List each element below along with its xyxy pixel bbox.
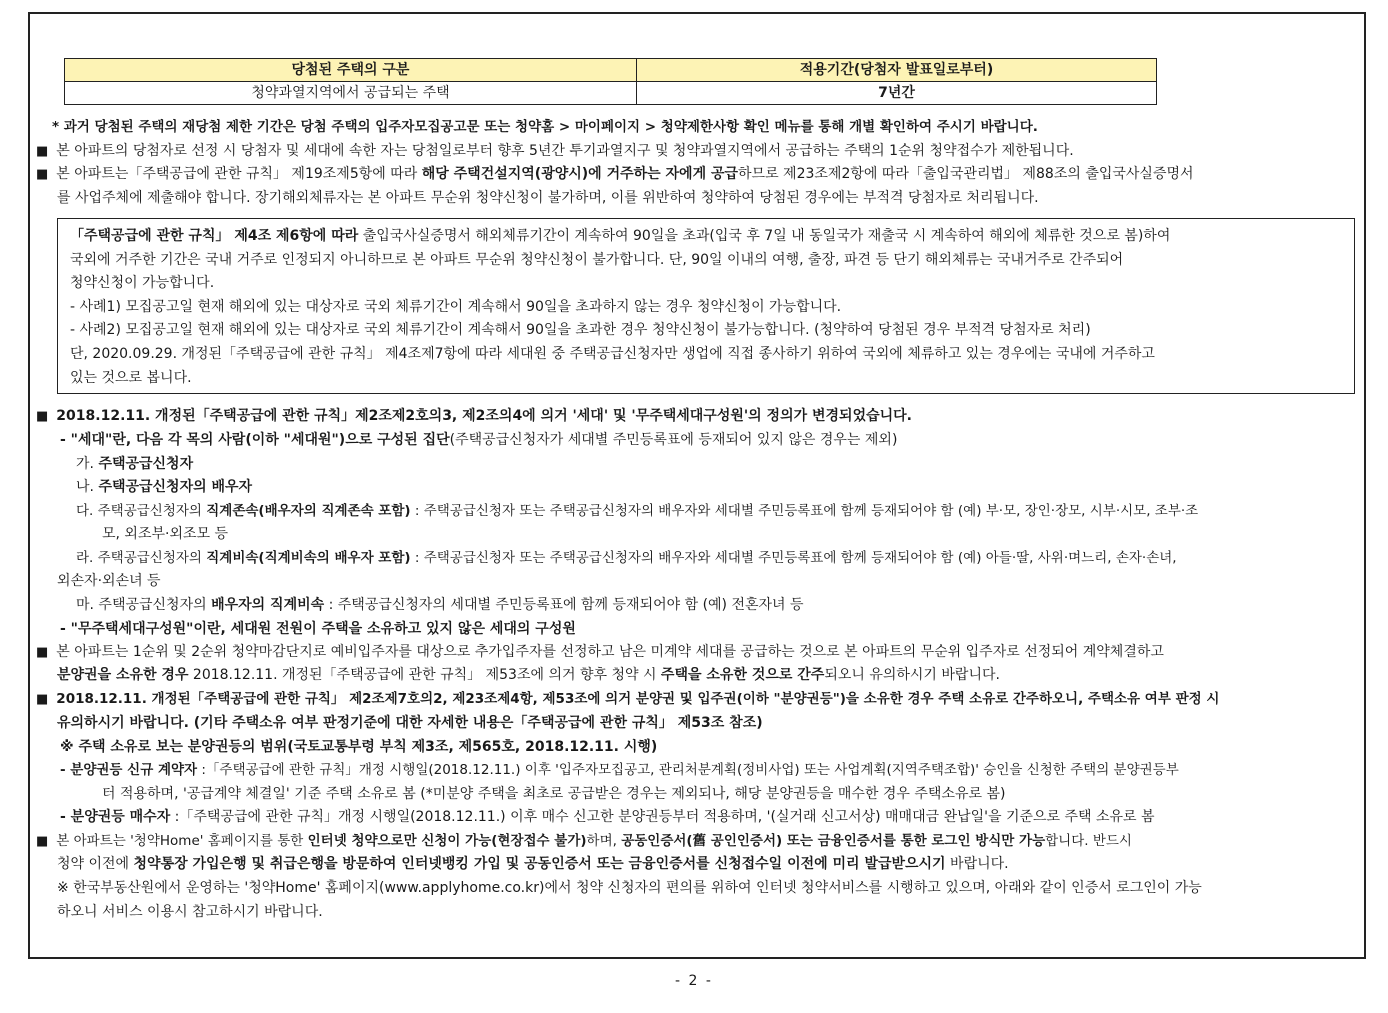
reselection-note: * 과거 당첨된 주택의 재당첨 제한 기간은 당첨 주택의 입주자모집공고문 또는 청약홈 > 마이페이지 > 청약제한사항 확인 메뉴를 통해 개별 확인하여 주시기 바랍니다. <box>52 119 1038 135</box>
page-number: - 2 - <box>675 973 713 989</box>
rights-mid: 2018.12.11. 개정된「주택공급에 관한 규칙」 제53조에 의거 향후 청약 시 <box>188 667 661 683</box>
online-line1 <box>36 831 1132 852</box>
household-item-ra-cont: 외손자·외손녀 등 <box>57 573 161 589</box>
item-rest: : 주택공급신청자 또는 주택공급신청자의 배우자와 세대별 주민등록표에 함께 등재되어야 함 (예) 아들·딸, 사위·며느리, 손자·손녀, <box>410 550 1177 566</box>
household-def-rest: (주택공급신청자가 세대별 주민등록표에 등재되어 있지 않은 경우는 제외) <box>449 432 898 448</box>
bullet-square-icon: ■ <box>36 645 49 660</box>
table-cell-period: 7년간 <box>637 82 1157 105</box>
online-line2 <box>57 854 1009 874</box>
household-item-ga <box>76 454 193 474</box>
box-case1: - 사례1) 모집공고일 현재 해외에 있는 대상자로 국외 체류기간이 계속해서 90일을 초과하지 않는 경우 청약신청이 가능합니다. <box>70 299 842 315</box>
box-line7: 있는 것으로 봅니다. <box>70 370 192 386</box>
household-item-da <box>76 501 1198 521</box>
online-l2-a: 청약 이전에 <box>57 856 134 872</box>
first-rank-limit-note <box>36 141 1074 162</box>
household-item-ra <box>76 548 1177 568</box>
box-line6: 단, 2020.09.29. 개정된「주택공급에 관한 규칙」 제4조제7항에 따라 세대원 중 주택공급신청자만 생업에 직접 종사하기 위하여 국외에 체류하고 있는 경우에는 국내에 거주하고 <box>70 346 1155 362</box>
new-contractor-text: :「주택공급에 관한 규칙」개정 시행일(2018.12.11.) 이후 '입주자모집공고, 관리처분계획(정비사업) 또는 사업계획(지역주택조합)' 승인을 신청한 주택의 분양권등부 <box>197 762 1179 778</box>
bullet-square-icon: ■ <box>36 167 49 182</box>
item-prefix: 마. 주택공급신청자의 <box>76 597 212 613</box>
residence-text-bold: 해당 주택건설지역(광양시)에 거주하는 자에게 공급 <box>421 166 739 182</box>
household-title-text: 2018.12.11. 개정된「주택공급에 관한 규칙」제2조제2호의3, 제2조의4에 의거 '세대' 및 '무주택세대구성원'의 정의가 변경되었습니다. <box>56 408 912 424</box>
residence-text-c: 하므로 제23조제2항에 따라「출입국관리법」 제88조의 출입국사실증명서 <box>738 166 1194 182</box>
online-a: 본 아파트는 '청약Home' 홈페이지를 통한 <box>56 833 308 849</box>
box-line1 <box>70 226 1170 246</box>
bullet-square-icon: ■ <box>36 834 49 849</box>
online-e: 합니다. 반드시 <box>1045 833 1132 849</box>
table-header-row <box>65 59 1157 82</box>
new-contractor-label: - 분양권등 신규 계약자 <box>60 762 198 778</box>
box-line3: 청약신청이 가능합니다. <box>70 275 215 291</box>
item-text: 주택공급신청자의 배우자 <box>98 479 253 495</box>
rights-line3 <box>36 689 1219 710</box>
rights-line2 <box>57 665 1000 685</box>
online-line3: ※ 한국부동산원에서 운영하는 '청약Home' 홈페이지(www.applyhome.co.kr)에서 청약 신청자의 편의를 위하여 인터넷 청약서비스를 시행하고 있으며, 아래와 같이 인증서 로그인이 가능 <box>57 880 1202 896</box>
table-header-category: 당첨된 주택의 구분 <box>65 59 637 82</box>
item-text: 주택공급신청자 <box>98 456 194 472</box>
household-def-bold: - "세대"란, 다음 각 목의 사람(이하 "세대원")으로 구성된 집단 <box>60 432 450 448</box>
restriction-period-table <box>64 58 1157 105</box>
household-definition <box>60 430 897 450</box>
item-rest: : 주택공급신청자 또는 주택공급신청자의 배우자와 세대별 주민등록표에 함께 등재되어야 함 (예) 부·모, 장인·장모, 시부·시모, 조부·조 <box>410 503 1199 519</box>
item-prefix: 다. 주택공급신청자의 <box>76 503 207 519</box>
residence-text-a: 본 아파트는「주택공급에 관한 규칙」 제19조제5항에 따라 <box>56 166 422 182</box>
buyer-label: - 분양권등 매수자 <box>60 809 171 825</box>
online-b: 인터넷 청약으로만 신청이 가능(현장접수 불가) <box>307 833 587 849</box>
item-prefix: 가. <box>76 456 99 472</box>
item-bold: 직계존속(배우자의 직계존속 포함) <box>206 503 411 519</box>
item-rest: : 주택공급신청자의 세대별 주민등록표에 함께 등재되어야 함 (예) 전혼자녀 등 <box>324 597 804 613</box>
rights-new-contractor <box>60 760 1179 780</box>
first-rank-limit-text: 본 아파트의 당첨자로 선정 시 당첨자 및 세대에 속한 자는 당첨일로부터 향후 5년간 투기과열지구 및 청약과열지역에서 공급하는 주택의 1순위 청약접수가 제한됩니다. <box>56 143 1074 159</box>
rights-line1 <box>36 642 1164 663</box>
item-bold: 배우자의 직계비속 <box>211 597 325 613</box>
table-cell-category: 청약과열지역에서 공급되는 주택 <box>65 82 637 105</box>
household-item-ma <box>76 595 804 615</box>
household-definition-title <box>36 406 912 427</box>
online-d: 공동인증서(舊 공인인증서) 또는 금융인증서를 통한 로그인 방식만 가능 <box>621 833 1046 849</box>
box-case2: - 사례2) 모집공고일 현재 해외에 있는 대상자로 국외 체류기간이 계속해서 90일을 초과한 경우 청약신청이 불가능합니다. (청약하여 당첨된 경우 부적격 당첨자로 처리) <box>70 322 1091 338</box>
residence-note-line2: 를 사업주체에 제출해야 합니다. 장기해외체류자는 본 아파트 무순위 청약신청이 불가하며, 이를 위반하여 청약하여 당첨된 경우에는 부적격 당첨자로 처리됩니다. <box>57 190 1039 206</box>
item-prefix: 라. 주택공급신청자의 <box>76 550 207 566</box>
rights-bold-b: 주택을 소유한 것으로 간주 <box>660 667 825 683</box>
household-item-na <box>76 477 252 497</box>
residence-note-line1 <box>36 164 1194 185</box>
item-bold: 직계비속(직계비속의 배우자 포함) <box>206 550 411 566</box>
box-line2: 국외에 거주한 기간은 국내 거주로 인정되지 아니하므로 본 아파트 무순위 청약신청이 불가합니다. 단, 90일 이내의 여행, 출장, 파견 등 단기 해외체류는 국내거주로 간주되어 <box>70 252 1124 268</box>
online-line4: 하오니 서비스 이용시 참고하시기 바랍니다. <box>57 904 323 920</box>
bullet-square-icon: ■ <box>36 692 49 707</box>
rights-new-contractor-cont: 터 적용하며, '공급계약 체결일' 기준 주택 소유로 봄 (*미분양 주택을 최초로 공급받은 경우는 제외되나, 해당 분양권등을 매수한 경우 주택소유로 봄) <box>102 786 1006 802</box>
rights-line1-text: 본 아파트는 1순위 및 2순위 청약마감단지로 예비입주자를 대상으로 추가입주자를 선정하고 남은 미계약 세대를 공급하는 것으로 본 아파트의 무순위 입주자로 선정되어 계약체결하고 <box>56 644 1164 660</box>
rights-line4: 유의하시기 바랍니다. (기타 주택소유 여부 판정기준에 대한 자세한 내용은「주택공급에 관한 규칙」 제53조 참조) <box>57 715 763 731</box>
bullet-square-icon: ■ <box>36 144 49 159</box>
buyer-text: :「주택공급에 관한 규칙」개정 시행일(2018.12.11.) 이후 매수 신고한 분양권등부터 적용하며, '(실거래 신고서상) 매매대금 완납일'을 기준으로 주택 소유로 봄 <box>170 809 1155 825</box>
online-l2-b: 청약통장 가입은행 및 취급은행을 방문하여 인터넷뱅킹 가입 및 공동인증서 또는 금융인증서를 신청접수일 이전에 미리 발급받으시기 <box>133 856 946 872</box>
rights-line3-text: 2018.12.11. 개정된「주택공급에 관한 규칙」 제2조제7호의2, 제23조제4항, 제53조에 의거 분양권 및 입주권(이하 "분양권등")을 소유한 경우 주택 소유로 간주하오니, 주택소유 여부 판정 시 <box>56 691 1220 707</box>
online-l2-c: 바랍니다. <box>945 856 1009 872</box>
rights-end: 되오니 유의하시기 바랍니다. <box>824 667 1000 683</box>
table-row <box>65 82 1157 105</box>
household-item-da-cont: 모, 외조부·외조모 등 <box>102 526 228 542</box>
item-prefix: 나. <box>76 479 99 495</box>
bullet-square-icon: ■ <box>36 409 49 424</box>
table-header-period: 적용기간(당첨자 발표일로부터) <box>637 59 1157 82</box>
rights-bold-a: 분양권을 소유한 경우 <box>57 667 189 683</box>
no-house-member-definition: - "무주택세대구성원"이란, 세대원 전원이 주택을 소유하고 있지 않은 세대의 구성원 <box>60 621 576 637</box>
rights-buyer <box>60 807 1155 827</box>
online-c: 하며, <box>586 833 622 849</box>
rights-scope-title: ※ 주택 소유로 보는 분양권등의 범위(국토교통부령 부칙 제3조, 제565호, 2018.12.11. 시행) <box>60 739 658 755</box>
box-line1-bold: 「주택공급에 관한 규칙」 제4조 제6항에 따라 <box>70 228 359 244</box>
box-line1-rest: 출입국사실증명서 해외체류기간이 계속하여 90일을 초과(입국 후 7일 내 동일국가 재출국 시 계속하여 해외에 체류한 것으로 봄)하여 <box>358 228 1171 244</box>
